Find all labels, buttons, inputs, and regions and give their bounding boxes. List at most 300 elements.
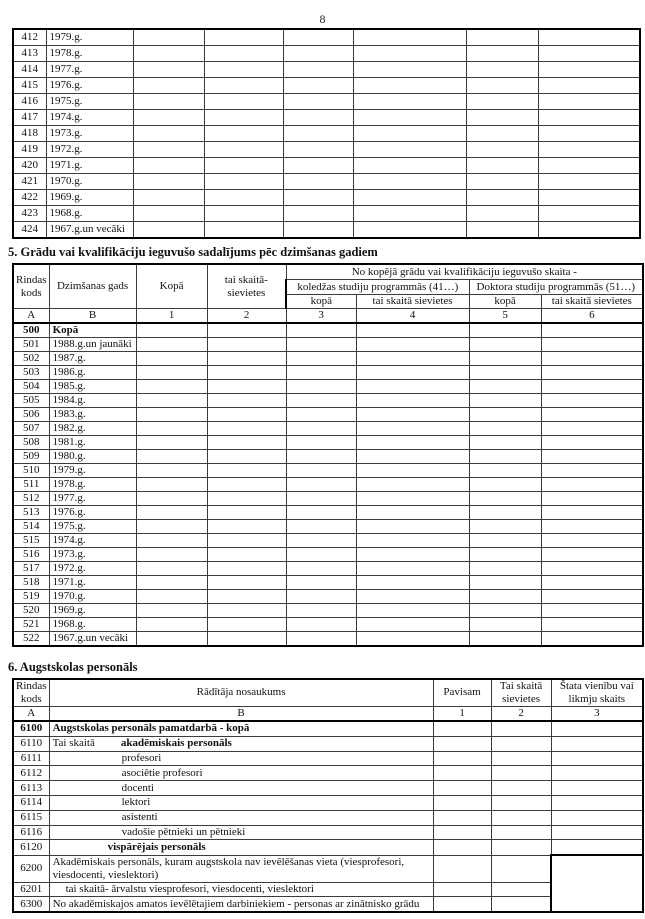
birth-year-label: 1987.g. [49, 351, 136, 365]
value-cell [466, 142, 538, 158]
value-cell [466, 110, 538, 126]
table-row [13, 617, 643, 631]
page-number: 8 [319, 12, 326, 26]
value-cell [133, 46, 204, 62]
value-cell [133, 29, 204, 46]
row-code: 515 [13, 533, 49, 547]
value-cell [433, 840, 491, 855]
row-code: 415 [13, 78, 46, 94]
value-cell [466, 174, 538, 190]
value-cell [466, 126, 538, 142]
birth-year-label: 1986.g. [49, 365, 136, 379]
value-cell [204, 126, 283, 142]
value-cell [136, 421, 207, 435]
header-sub-total: kopā [469, 295, 541, 309]
table-row [13, 421, 643, 435]
value-cell [136, 435, 207, 449]
value-cell [286, 449, 356, 463]
value-cell [136, 351, 207, 365]
table-row [13, 751, 643, 766]
value-cell [356, 547, 469, 561]
value-cell [353, 110, 466, 126]
table-row [13, 94, 640, 110]
row-code: 412 [13, 29, 46, 46]
value-cell [538, 158, 640, 174]
header-row-code: Rindas kods [13, 264, 49, 309]
value-cell [356, 561, 469, 575]
value-cell [538, 62, 640, 78]
birth-year-label: 1979.g. [49, 463, 136, 477]
table-row [13, 575, 643, 589]
value-cell [286, 337, 356, 351]
row-code: 500 [13, 323, 49, 338]
row-code: 6300 [13, 897, 49, 912]
value-cell [469, 421, 541, 435]
row-code: 413 [13, 46, 46, 62]
value-cell [466, 190, 538, 206]
value-cell [136, 393, 207, 407]
value-cell [353, 29, 466, 46]
table-row [13, 158, 640, 174]
void-area [551, 855, 643, 882]
value-cell [466, 62, 538, 78]
value-cell [207, 449, 286, 463]
value-cell [136, 323, 207, 338]
value-cell [491, 766, 551, 781]
table-row [13, 337, 643, 351]
value-cell [204, 29, 283, 46]
birth-year-label: 1973.g. [49, 547, 136, 561]
table-row [13, 29, 640, 46]
col-letter: 1 [136, 309, 207, 323]
value-cell [541, 491, 643, 505]
value-cell [356, 337, 469, 351]
table-row [13, 882, 643, 897]
value-cell [469, 491, 541, 505]
value-cell [353, 142, 466, 158]
value-cell [286, 491, 356, 505]
row-code: 423 [13, 206, 46, 222]
value-cell [541, 589, 643, 603]
row-code: 522 [13, 631, 49, 646]
value-cell [356, 505, 469, 519]
value-cell [541, 505, 643, 519]
value-cell [469, 449, 541, 463]
table-row [13, 379, 643, 393]
value-cell [136, 449, 207, 463]
value-cell [136, 477, 207, 491]
value-cell [469, 379, 541, 393]
indicator-label: profesori [49, 751, 433, 766]
indicator-label: vadošie pētnieki un pētnieki [49, 825, 433, 840]
value-cell [469, 463, 541, 477]
value-cell [491, 882, 551, 897]
value-cell [466, 78, 538, 94]
header-indicator-name: Rādītāja nosaukums [49, 679, 433, 707]
value-cell [469, 547, 541, 561]
table-row [13, 323, 643, 338]
col-letter: A [13, 706, 49, 720]
value-cell [136, 589, 207, 603]
row-code: 6110 [13, 736, 49, 751]
col-letter: 5 [469, 309, 541, 323]
header-college-programmes: koledžas studiju programmās (41…) [286, 280, 469, 295]
value-cell [207, 337, 286, 351]
table-row [13, 766, 643, 781]
value-cell [136, 547, 207, 561]
header-group: No kopējā grādu vai kvalifikāciju ieguvušo skaita - [286, 264, 643, 280]
row-code: 521 [13, 617, 49, 631]
value-cell [541, 407, 643, 421]
col-letter: 2 [207, 309, 286, 323]
birth-year-label: 1977.g. [46, 62, 133, 78]
value-cell [204, 190, 283, 206]
value-cell [469, 477, 541, 491]
value-cell [207, 351, 286, 365]
row-code: 418 [13, 126, 46, 142]
value-cell [133, 174, 204, 190]
table-row [13, 491, 643, 505]
birth-year-label: 1978.g. [49, 477, 136, 491]
value-cell [541, 603, 643, 617]
value-cell [433, 795, 491, 810]
table-row [13, 407, 643, 421]
birth-year-label: 1975.g. [49, 519, 136, 533]
birth-year-label: 1971.g. [46, 158, 133, 174]
table-row [13, 46, 640, 62]
row-code: 513 [13, 505, 49, 519]
birth-year-label: 1988.g.un jaunāki [49, 337, 136, 351]
indicator-label: Akadēmiskais personāls, kuram augstskola nav ievēlēšanas vieta (viesprofesori, viesdocenti, vieslektori) [49, 855, 433, 882]
value-cell [136, 379, 207, 393]
table-row [13, 449, 643, 463]
header-staff-units: Štata vienību vai likmju skaits [551, 679, 643, 707]
row-code: 6201 [13, 882, 49, 897]
indicator-label: lektori [49, 795, 433, 810]
value-cell [136, 603, 207, 617]
value-cell [136, 365, 207, 379]
table-row [13, 505, 643, 519]
value-cell [538, 222, 640, 239]
table-row [13, 393, 643, 407]
value-cell [551, 825, 643, 840]
graduates-by-birth-year-table [12, 263, 644, 647]
value-cell [356, 379, 469, 393]
col-letter: 3 [286, 309, 356, 323]
value-cell [133, 158, 204, 174]
row-code: 518 [13, 575, 49, 589]
value-cell [491, 795, 551, 810]
value-cell [538, 110, 640, 126]
value-cell [204, 62, 283, 78]
value-cell [541, 533, 643, 547]
row-code: 6116 [13, 825, 49, 840]
value-cell [551, 840, 643, 855]
row-code: 508 [13, 435, 49, 449]
value-cell [283, 94, 353, 110]
value-cell [353, 174, 466, 190]
row-code: 516 [13, 547, 49, 561]
value-cell [541, 449, 643, 463]
col-letter: 6 [541, 309, 643, 323]
value-cell [491, 751, 551, 766]
value-cell [283, 206, 353, 222]
row-code: 422 [13, 190, 46, 206]
value-cell [541, 617, 643, 631]
void-area [551, 897, 643, 912]
value-cell [433, 897, 491, 912]
value-cell [286, 603, 356, 617]
value-cell [551, 751, 643, 766]
row-code: 501 [13, 337, 49, 351]
table-row [13, 463, 643, 477]
value-cell [551, 781, 643, 796]
header-birth-year: Dzimšanas gads [49, 264, 136, 309]
value-cell [283, 174, 353, 190]
header-sub-women: tai skaitā sievietes [356, 295, 469, 309]
header-sub-total: kopā [286, 295, 356, 309]
value-cell [356, 407, 469, 421]
value-cell [286, 463, 356, 477]
value-cell [207, 379, 286, 393]
value-cell [133, 206, 204, 222]
value-cell [466, 158, 538, 174]
value-cell [136, 337, 207, 351]
indicator-label: asistenti [49, 810, 433, 825]
table-row [13, 631, 643, 646]
value-cell [353, 126, 466, 142]
value-cell [491, 721, 551, 736]
value-cell [136, 533, 207, 547]
value-cell [286, 477, 356, 491]
indicator-text: akadēmiskais personāls [120, 737, 232, 750]
value-cell [353, 190, 466, 206]
value-cell [433, 855, 491, 882]
value-cell [283, 46, 353, 62]
value-cell [433, 751, 491, 766]
value-cell [491, 781, 551, 796]
birth-year-label: Kopā [49, 323, 136, 338]
row-code: 6111 [13, 751, 49, 766]
value-cell [466, 94, 538, 110]
value-cell [204, 158, 283, 174]
value-cell [433, 825, 491, 840]
birth-year-label: 1970.g. [46, 174, 133, 190]
col-letter: 2 [491, 706, 551, 720]
value-cell [356, 435, 469, 449]
birth-year-label: 1968.g. [49, 617, 136, 631]
value-cell [551, 766, 643, 781]
value-cell [204, 206, 283, 222]
value-cell [466, 222, 538, 239]
value-cell [353, 62, 466, 78]
birth-year-label: 1984.g. [49, 393, 136, 407]
value-cell [491, 736, 551, 751]
value-cell [466, 46, 538, 62]
value-cell [283, 126, 353, 142]
birth-year-label: 1973.g. [46, 126, 133, 142]
table-row [13, 561, 643, 575]
indicator-label [49, 736, 433, 751]
value-cell [207, 393, 286, 407]
value-cell [207, 533, 286, 547]
value-cell [541, 477, 643, 491]
col-letter: A [13, 309, 49, 323]
header-row-code: Rindas kods [13, 679, 49, 707]
value-cell [204, 94, 283, 110]
indicator-label: No akadēmiskajos amatos ievēlētajiem darbiniekiem - personas ar zinātnisko grādu [49, 897, 433, 912]
value-cell [204, 222, 283, 239]
table-row [13, 110, 640, 126]
value-cell [283, 222, 353, 239]
row-code: 517 [13, 561, 49, 575]
value-cell [286, 365, 356, 379]
row-code: 417 [13, 110, 46, 126]
value-cell [356, 351, 469, 365]
header-total: Pavisam [433, 679, 491, 707]
value-cell [286, 617, 356, 631]
value-cell [353, 206, 466, 222]
value-cell [469, 533, 541, 547]
row-code: 6112 [13, 766, 49, 781]
row-code: 506 [13, 407, 49, 421]
table-row [13, 897, 643, 912]
value-cell [356, 519, 469, 533]
row-code: 6200 [13, 855, 49, 882]
value-cell [433, 721, 491, 736]
value-cell [136, 463, 207, 477]
row-code: 420 [13, 158, 46, 174]
value-cell [353, 94, 466, 110]
value-cell [207, 505, 286, 519]
value-cell [136, 561, 207, 575]
value-cell [286, 323, 356, 338]
value-cell [204, 174, 283, 190]
value-cell [469, 323, 541, 338]
value-cell [353, 46, 466, 62]
value-cell [541, 337, 643, 351]
value-cell [541, 351, 643, 365]
value-cell [286, 407, 356, 421]
table-row [13, 795, 643, 810]
table-row [13, 174, 640, 190]
header-of-which-women: tai skaitā- sievietes [207, 264, 286, 309]
value-cell [356, 533, 469, 547]
indicator-label: vispārējais personāls [49, 840, 433, 855]
row-code: 507 [13, 421, 49, 435]
row-code: 6114 [13, 795, 49, 810]
value-cell [469, 365, 541, 379]
row-code: 6115 [13, 810, 49, 825]
value-cell [207, 323, 286, 338]
value-cell [136, 505, 207, 519]
table-row [13, 721, 643, 736]
value-cell [469, 393, 541, 407]
column-letter-row [13, 706, 643, 720]
value-cell [133, 222, 204, 239]
value-cell [433, 781, 491, 796]
table-row [13, 589, 643, 603]
value-cell [207, 617, 286, 631]
value-cell [204, 46, 283, 62]
value-cell [286, 435, 356, 449]
header-sub-women: tai skaitā sievietes [541, 295, 643, 309]
value-cell [207, 561, 286, 575]
indicator-label: tai skaitā- ārvalstu viesprofesori, viesdocenti, vieslektori [49, 882, 433, 897]
birth-year-label: 1969.g. [49, 603, 136, 617]
value-cell [469, 631, 541, 646]
row-code: 509 [13, 449, 49, 463]
value-cell [207, 631, 286, 646]
row-code: 514 [13, 519, 49, 533]
col-letter: 4 [356, 309, 469, 323]
birth-year-label: 1970.g. [49, 589, 136, 603]
row-code: 502 [13, 351, 49, 365]
value-cell [136, 407, 207, 421]
value-cell [356, 477, 469, 491]
value-cell [433, 810, 491, 825]
void-area [551, 882, 643, 897]
birth-year-label: 1981.g. [49, 435, 136, 449]
table-row [13, 142, 640, 158]
birth-year-label: 1969.g. [46, 190, 133, 206]
value-cell [356, 617, 469, 631]
row-code: 6113 [13, 781, 49, 796]
value-cell [356, 491, 469, 505]
value-cell [353, 78, 466, 94]
value-cell [538, 94, 640, 110]
value-cell [283, 190, 353, 206]
section6-title: 6. Augstskolas personāls [8, 659, 138, 674]
table-row [13, 126, 640, 142]
birth-year-label: 1985.g. [49, 379, 136, 393]
row-code: 503 [13, 365, 49, 379]
value-cell [356, 589, 469, 603]
col-letter: 3 [551, 706, 643, 720]
value-cell [469, 519, 541, 533]
col-letter: B [49, 309, 136, 323]
value-cell [538, 142, 640, 158]
value-cell [469, 603, 541, 617]
table-row [13, 62, 640, 78]
table-row [13, 855, 643, 882]
table-row [13, 78, 640, 94]
table-row [13, 781, 643, 796]
row-code: 419 [13, 142, 46, 158]
value-cell [286, 505, 356, 519]
indicator-prefix: Tai skaitā [52, 737, 95, 750]
value-cell [133, 126, 204, 142]
personnel-table [12, 678, 644, 913]
row-code: 519 [13, 589, 49, 603]
value-cell [207, 463, 286, 477]
header-total: Kopā [136, 264, 207, 309]
row-code: 421 [13, 174, 46, 190]
value-cell [207, 491, 286, 505]
value-cell [538, 174, 640, 190]
value-cell [286, 519, 356, 533]
value-cell [133, 142, 204, 158]
table-row [13, 603, 643, 617]
value-cell [286, 393, 356, 407]
value-cell [469, 589, 541, 603]
value-cell [469, 407, 541, 421]
value-cell [551, 795, 643, 810]
value-cell [466, 29, 538, 46]
value-cell [207, 365, 286, 379]
birth-year-label: 1983.g. [49, 407, 136, 421]
value-cell [541, 435, 643, 449]
